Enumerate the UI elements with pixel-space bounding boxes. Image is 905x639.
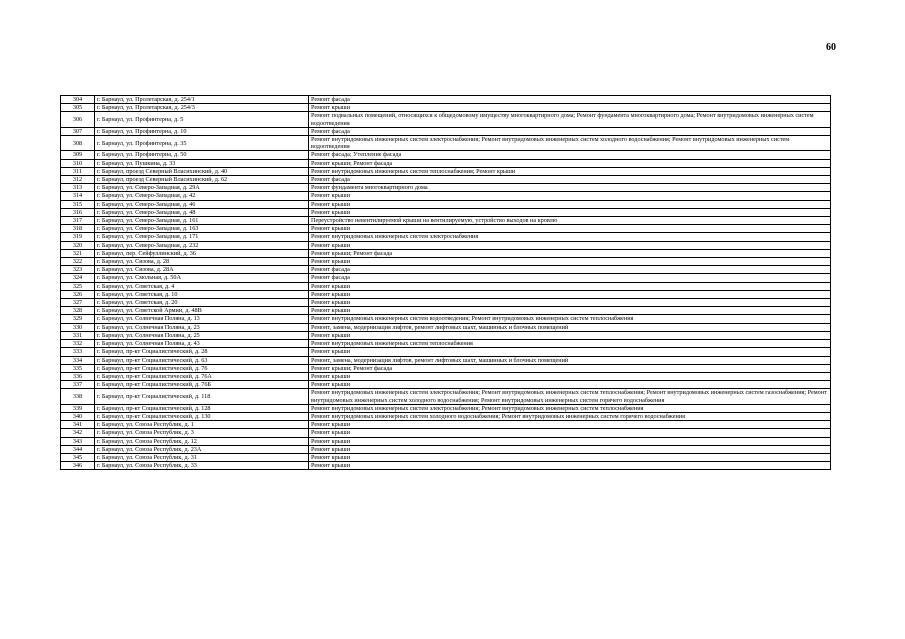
row-number: 312 [61,176,95,184]
row-number: 307 [61,127,95,135]
table-row [61,421,831,429]
row-works: Ремонт крыши [309,381,831,389]
row-number: 319 [61,233,95,241]
row-address: г. Барнаул, ул. Профинтерна, д. 50 [95,151,309,159]
row-address: г. Барнаул, ул. Северо-Западная, д. 42 [95,192,309,200]
table-row [61,167,831,175]
row-works: Ремонт крыши [309,307,831,315]
table-row [61,274,831,282]
table-row [61,176,831,184]
row-works: Ремонт крыши [309,331,831,339]
row-address: г. Барнаул, пр-кт Социалистический, д. 76А [95,372,309,380]
row-address: г. Барнаул, пр-кт Социалистический, д. 76Б [95,381,309,389]
row-address: г. Барнаул, ул. Северо-Западная, д. 171 [95,233,309,241]
row-works: Ремонт крыши [309,104,831,112]
table-row [61,258,831,266]
row-address: г. Барнаул, проезд Северный Власихинский, д. 40 [95,167,309,175]
row-works: Ремонт фасада; Утепление фасада [309,151,831,159]
row-works: Ремонт крыши [309,421,831,429]
row-works: Ремонт крыши [309,372,831,380]
row-works: Ремонт крыши [309,208,831,216]
row-works: Ремонт крыши [309,258,831,266]
row-number: 321 [61,249,95,257]
row-works: Ремонт внутридомовых инженерных систем холодного водоснабжения; Ремонт внутридомовых инженерных систем горячего водоснабжения [309,412,831,420]
table-row [61,136,831,151]
row-works: Ремонт внутридомовых инженерных систем электроснабжения [309,233,831,241]
row-works: Ремонт крыши [309,282,831,290]
row-works: Ремонт крыши; Ремонт фасада [309,159,831,167]
row-number: 340 [61,412,95,420]
row-works: Ремонт, замена, модернизация лифтов, ремонт лифтовых шахт, машинных и блочных помещений [309,323,831,331]
table-row [61,233,831,241]
row-works: Ремонт фасада [309,176,831,184]
row-works: Ремонт крыши [309,290,831,298]
row-address: г. Барнаул, ул. Пушкина, д. 33 [95,159,309,167]
table-row [61,184,831,192]
row-address: г. Барнаул, ул. Советской Армии, д. 48В [95,307,309,315]
row-works: Ремонт фасада [309,96,831,104]
row-works: Ремонт, замена, модернизация лифтов, ремонт лифтовых шахт, машинных и блочных помещений [309,356,831,364]
table-row [61,112,831,127]
table-row [61,404,831,412]
row-works: Ремонт внутридомовых инженерных систем теплоснабжения; Ремонт крыши [309,167,831,175]
row-works: Ремонт внутридомовых инженерных систем электроснабжения; Ремонт внутридомовых инженерных систем теплоснабжения [309,404,831,412]
row-number: 304 [61,96,95,104]
row-works: Переустройство невентилируемой крыши на вентилируемую, устройство выходов на кровлю [309,217,831,225]
row-address: г. Барнаул, ул. Солнечная Поляна, д. 43 [95,340,309,348]
table-row [61,299,831,307]
table-row [61,372,831,380]
table-row [61,453,831,461]
table-row [61,315,831,323]
table-row [61,323,831,331]
row-number: 337 [61,381,95,389]
row-address: г. Барнаул, ул. Северо-Западная, д. 232 [95,241,309,249]
table-row [61,290,831,298]
row-number: 334 [61,356,95,364]
row-works: Ремонт крыши [309,200,831,208]
row-number: 327 [61,299,95,307]
table-row [61,225,831,233]
row-address: г. Барнаул, ул. Союза Республик, д. 33 [95,462,309,470]
row-works: Ремонт крыши [309,241,831,249]
row-address: г. Барнаул, ул. Сизова, д. 28А [95,266,309,274]
repair-registry-table [60,95,831,470]
row-number: 305 [61,104,95,112]
row-number: 320 [61,241,95,249]
table-row [61,307,831,315]
page-number: 60 [826,42,836,53]
row-number: 343 [61,437,95,445]
table-row [61,266,831,274]
row-number: 323 [61,266,95,274]
row-number: 315 [61,200,95,208]
row-number: 336 [61,372,95,380]
row-address: г. Барнаул, пр-кт Социалистический, д. 118 [95,389,309,404]
row-works: Ремонт фундамента многоквартирного дома [309,184,831,192]
row-number: 310 [61,159,95,167]
row-address: г. Барнаул, ул. Советская, д. 10 [95,290,309,298]
row-works: Ремонт крыши [309,445,831,453]
row-works: Ремонт крыши [309,462,831,470]
row-number: 308 [61,136,95,151]
table-row [61,356,831,364]
row-number: 314 [61,192,95,200]
row-number: 344 [61,445,95,453]
row-address: г. Барнаул, ул. Союза Республик, д. 3 [95,429,309,437]
row-number: 345 [61,453,95,461]
row-address: г. Барнаул, ул. Профинтерна, д. 5 [95,112,309,127]
table-row [61,249,831,257]
row-works: Ремонт внутридомовых инженерных систем электроснабжения; Ремонт внутридомовых инженерных систем холодного водоснабжения; Ремонт внутридомовых инженерных систем водоотведения [309,136,831,151]
registry-rows [61,96,831,470]
row-address: г. Барнаул, ул. Северо-Западная, д. 48 [95,208,309,216]
table-row [61,282,831,290]
table-row [61,445,831,453]
row-number: 341 [61,421,95,429]
table-row [61,151,831,159]
row-address: г. Барнаул, ул. Пролетарская, д. 254/1 [95,96,309,104]
row-address: г. Барнаул, ул. Смольная, д. 50А [95,274,309,282]
table-row [61,340,831,348]
table-row [61,241,831,249]
row-address: г. Барнаул, ул. Советская, д. 20 [95,299,309,307]
table-row [61,192,831,200]
row-address: г. Барнаул, ул. Северо-Западная, д. 46 [95,200,309,208]
row-number: 318 [61,225,95,233]
table-row [61,462,831,470]
row-address: г. Барнаул, ул. Союза Республик, д. 31 [95,453,309,461]
row-number: 306 [61,112,95,127]
row-number: 325 [61,282,95,290]
row-number: 317 [61,217,95,225]
row-number: 311 [61,167,95,175]
row-address: г. Барнаул, ул. Северо-Западная, д. 161 [95,217,309,225]
row-address: г. Барнаул, ул. Советская, д. 4 [95,282,309,290]
row-address: г. Барнаул, ул. Союза Республик, д. 23А [95,445,309,453]
row-works: Ремонт фасада [309,127,831,135]
table-row [61,104,831,112]
row-address: г. Барнаул, пр-кт Социалистический, д. 128 [95,404,309,412]
row-number: 342 [61,429,95,437]
table-row [61,127,831,135]
table-row [61,159,831,167]
row-number: 338 [61,389,95,404]
row-address: г. Барнаул, ул. Солнечная Поляна, д. 23 [95,323,309,331]
row-works: Ремонт крыши; Ремонт фасада [309,364,831,372]
row-address: г. Барнаул, пр-кт Социалистический, д. 63 [95,356,309,364]
row-address: г. Барнаул, ул. Северо-Западная, д. 163 [95,225,309,233]
row-address: г. Барнаул, пер. Сейфуллинский, д. 36 [95,249,309,257]
table-row [61,389,831,404]
row-number: 329 [61,315,95,323]
row-number: 328 [61,307,95,315]
table-row [61,208,831,216]
row-address: г. Барнаул, ул. Пролетарская, д. 254/3 [95,104,309,112]
row-works: Ремонт внутридомовых инженерных систем электроснабжения; Ремонт внутридомовых инженерных систем теплоснабжения; Ремонт внутридомовых инженерных систем газоснабжения; Ремонт внутридомовых инженерных систем холодного водоснабжения; Ремонт внутридомовых инженерных систем горячего водоснабжения [309,389,831,404]
row-number: 339 [61,404,95,412]
table-row [61,437,831,445]
row-address: г. Барнаул, ул. Союза Республик, д. 12 [95,437,309,445]
row-address: г. Барнаул, ул. Профинтерна, д. 10 [95,127,309,135]
row-address: г. Барнаул, ул. Солнечная Поляна, д. 13 [95,315,309,323]
row-address: г. Барнаул, ул. Северо-Западная, д. 29А [95,184,309,192]
row-address: г. Барнаул, пр-кт Социалистический, д. 130 [95,412,309,420]
row-works: Ремонт внутридомовых инженерных систем теплоснабжения [309,340,831,348]
table-row [61,200,831,208]
row-number: 322 [61,258,95,266]
table-row [61,348,831,356]
row-address: г. Барнаул, ул. Союза Республик, д. 1 [95,421,309,429]
row-number: 324 [61,274,95,282]
row-number: 335 [61,364,95,372]
table-row [61,412,831,420]
row-address: г. Барнаул, ул. Профинтерна, д. 35 [95,136,309,151]
table-row [61,96,831,104]
row-number: 333 [61,348,95,356]
row-number: 313 [61,184,95,192]
row-works: Ремонт крыши [309,192,831,200]
row-works: Ремонт крыши [309,299,831,307]
row-works: Ремонт крыши [309,453,831,461]
row-address: г. Барнаул, проезд Северный Власихинский, д. 62 [95,176,309,184]
table-row [61,217,831,225]
row-works: Ремонт подвальных помещений, относящихся к общедомовому имуществу многоквартирного дома; Ремонт фундамента многоквартирного дома; Ремонт внутридомовых инженерных систем водоотведения [309,112,831,127]
row-address: г. Барнаул, пр-кт Социалистический, д. 28 [95,348,309,356]
row-works: Ремонт крыши [309,429,831,437]
row-works: Ремонт крыши [309,348,831,356]
table-row [61,429,831,437]
row-address: г. Барнаул, пр-кт Социалистический, д. 76 [95,364,309,372]
row-number: 330 [61,323,95,331]
row-number: 309 [61,151,95,159]
row-number: 316 [61,208,95,216]
row-address: г. Барнаул, ул. Сизова, д. 28 [95,258,309,266]
row-works: Ремонт крыши [309,437,831,445]
row-address: г. Барнаул, ул. Солнечная Поляна, д. 25 [95,331,309,339]
row-works: Ремонт фасада [309,266,831,274]
row-number: 346 [61,462,95,470]
row-works: Ремонт внутридомовых инженерных систем водоотведения; Ремонт внутридомовых инженерных систем теплоснабжения [309,315,831,323]
table-row [61,364,831,372]
table-row [61,331,831,339]
table-row [61,381,831,389]
row-works: Ремонт фасада [309,274,831,282]
row-works: Ремонт крыши; Ремонт фасада [309,249,831,257]
row-number: 326 [61,290,95,298]
row-works: Ремонт крыши [309,225,831,233]
row-number: 331 [61,331,95,339]
row-number: 332 [61,340,95,348]
